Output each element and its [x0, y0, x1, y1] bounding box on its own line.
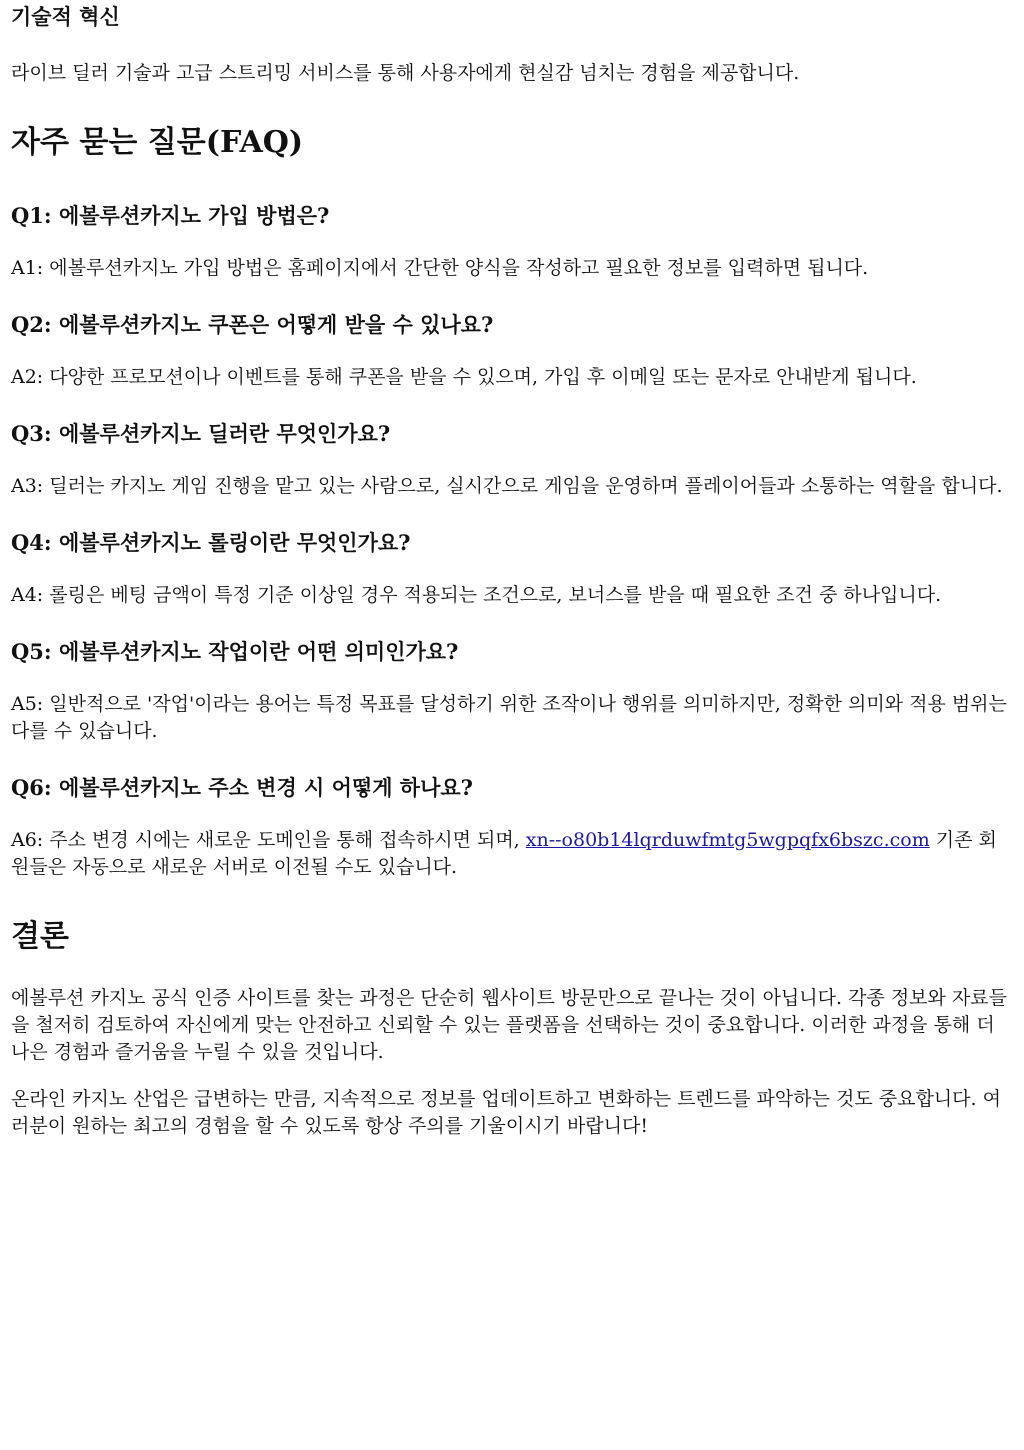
faq-item-5 [11, 638, 1010, 745]
faq-answer-3: A3: 딜러는 카지노 게임 진행을 맡고 있는 사람으로, 실시간으로 게임을 운영하며 플레이어들과 소통하는 역할을 합니다. [11, 475, 1003, 497]
faq-answer-6 [11, 827, 1010, 881]
faq-item-4 [11, 529, 1010, 609]
domain-link[interactable]: xn--o80b14lqrduwfmtg5wgpqfx6bszc.com [525, 829, 930, 851]
faq-heading: 자주 묻는 질문(FAQ) [11, 125, 304, 160]
faq-answer-5: A5: 일반적으로 '작업'이라는 용어는 특정 목표를 달성하기 위한 조작이나 행위를 의미하지만, 정확한 의미와 적용 범위는 다를 수 있습니다. [11, 693, 1007, 742]
document-page [0, 4, 1024, 1140]
faq-question-1: Q1: 에볼루션카지노 가입 방법은? [11, 203, 330, 228]
faq-question-3: Q3: 에볼루션카지노 딜러란 무엇인가요? [11, 421, 391, 446]
faq-question-6: Q6: 에볼루션카지노 주소 변경 시 어떻게 하나요? [11, 775, 473, 800]
faq-answer-4: A4: 롤링은 베팅 금액이 특정 기준 이상일 경우 적용되는 조건으로, 보너스를 받을 때 필요한 조건 중 하나입니다. [11, 584, 942, 606]
innovation-paragraph: 라이브 딜러 기술과 고급 스트리밍 서비스를 통해 사용자에게 현실감 넘치는 경험을 제공합니다. [11, 62, 800, 84]
innovation-heading: 기술적 혁신 [11, 4, 120, 29]
faq-question-5: Q5: 에볼루션카지노 작업이란 어떤 의미인가요? [11, 639, 459, 664]
faq-item-6 [11, 774, 1010, 881]
faq-question-2: Q2: 에볼루션카지노 쿠폰은 어떻게 받을 수 있나요? [11, 312, 494, 337]
faq-answer-6-text-before: A6: 주소 변경 시에는 새로운 도메인을 통해 접속하시면 되며, [11, 829, 526, 851]
faq-question-4: Q4: 에볼루션카지노 롤링이란 무엇인가요? [11, 530, 411, 555]
faq-answer-6-text-after: 기존 회원들은 자동으로 새로운 서버로 이전될 수도 있습니다. [11, 829, 997, 878]
faq-answer-1: A1: 에볼루션카지노 가입 방법은 홈페이지에서 간단한 양식을 작성하고 필요한 정보를 입력하면 됩니다. [11, 257, 869, 279]
conclusion-heading: 결론 [11, 919, 69, 954]
conclusion-paragraph-2: 온라인 카지노 산업은 급변하는 만큼, 지속적으로 정보를 업데이트하고 변화하는 트렌드를 파악하는 것도 중요합니다. 여러분이 원하는 최고의 경험을 할 수 있도록 항상 주의를 기울이시기 바랍니다! [11, 1088, 1001, 1137]
faq-answer-2: A2: 다양한 프로모션이나 이벤트를 통해 쿠폰을 받을 수 있으며, 가입 후 이메일 또는 문자로 안내받게 됩니다. [11, 366, 917, 388]
faq-item-2 [11, 311, 1010, 391]
faq-item-3 [11, 420, 1010, 500]
conclusion-paragraph-1: 에볼루션 카지노 공식 인증 사이트를 찾는 과정은 단순히 웹사이트 방문만으로 끝나는 것이 아닙니다. 각종 정보와 자료들을 철저히 검토하여 자신에게 맞는 안전하고 신뢰할 수 있는 플랫폼을 선택하는 것이 중요합니다. 이러한 과정을 통해 더 나은 경험과 즐거움을 누릴 수 있을 것입니다. [11, 987, 1007, 1063]
faq-item-1 [11, 202, 1010, 282]
